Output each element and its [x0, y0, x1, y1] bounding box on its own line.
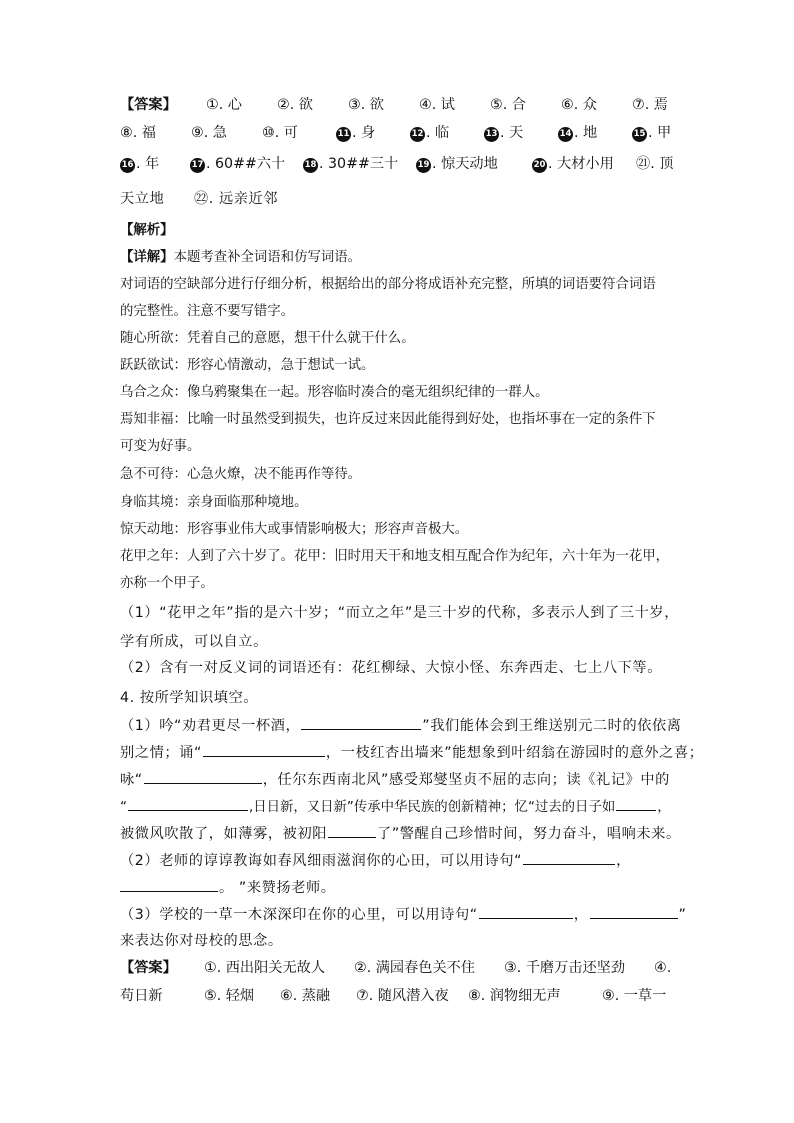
answer-item: 14 . 地: [559, 125, 598, 141]
analysis-line: 亦称一个甲子。: [120, 576, 214, 591]
answer-item: 17 . 60##六十: [191, 156, 286, 172]
answer-item: ⑨. 一草一: [602, 988, 667, 1004]
circled-number-icon: 16: [120, 158, 135, 173]
answer-label: 【答案】: [120, 960, 177, 976]
circled-number-icon: 12: [410, 127, 425, 142]
analysis-line: 可变为好事。: [120, 439, 201, 454]
analysis-line: 急不可待：心急火燎，决不能再作等待。: [120, 467, 362, 482]
question-line: 被微风吹散了，如薄雾，被初阳 了”警醒自己珍惜时间，努力奋斗，唱响未来。: [120, 823, 680, 844]
analysis-line: 跃跃欲试：形容心情激动，急于想试一试。: [120, 358, 375, 373]
answer-item: 19 . 惊天动地: [417, 156, 498, 172]
circled-number-icon: 11: [336, 127, 351, 142]
question-line: 来表达你对母校的思念。: [120, 933, 283, 949]
answer-row-4: 天立地 ㉒. 远亲近邻: [120, 191, 279, 207]
answer-blank[interactable]: [128, 796, 248, 811]
answer-item: ⑧. 福: [120, 125, 156, 141]
answer-item: ㉑. 顶: [636, 156, 674, 172]
answer-item: ②. 满园春色关不住: [354, 960, 476, 976]
answer-blank[interactable]: [120, 877, 218, 892]
question-line: 。 ”来赞扬老师。: [120, 877, 680, 898]
analysis-line: 乌合之众：像乌鸦聚集在一起。形容临时凑合的毫无组织纪律的一群人。: [120, 385, 549, 400]
circled-number-icon: 20: [532, 158, 547, 173]
answer-item: 13 . 天: [485, 125, 524, 141]
answer-item: ⑤. 合: [490, 97, 526, 113]
answer-item: ④. 试: [419, 97, 455, 113]
answer-blank[interactable]: [616, 796, 656, 811]
answer-blank[interactable]: [479, 904, 573, 919]
answer-item: 苟日新: [120, 988, 163, 1004]
answer-item: ①. 心: [206, 97, 242, 113]
answer-item: 11 . 身: [337, 125, 376, 141]
answer-item: ③. 千磨万击还坚劲: [504, 960, 626, 976]
answer-item: ⑩. 可: [262, 125, 298, 141]
circled-number-icon: 18: [303, 158, 318, 173]
circled-number-icon: 19: [416, 158, 431, 173]
question-line: （2）老师的谆谆教诲如春风细雨滋润你的心田，可以用诗句“ ，: [120, 850, 680, 871]
question-line: （1）吟“劝君更尽一杯酒， ”我们能体会到王维送别元二时的依依离: [120, 715, 680, 736]
analysis-label: 【解析】: [120, 223, 174, 238]
question-line: “ ,日日新，又日新”传承中华民族的创新精神；忆“过去的日子如 ，: [120, 796, 680, 818]
answer-blank[interactable]: [203, 742, 325, 757]
answer-item: ⑤. 轻烟: [204, 988, 255, 1004]
analysis-line: 焉知非福：比喻一时虽然受到损失，也许反过来因此能得到好处，也指坏事在一定的条件下: [120, 412, 656, 427]
answer-item: ②. 欲: [277, 97, 313, 113]
answer-blank[interactable]: [523, 850, 615, 865]
answer-item: ③. 欲: [348, 97, 384, 113]
analysis-line: 花甲之年：人到了六十岁了。花甲：旧时用天干和地支相互配合作为纪年，六十年为一花甲，: [120, 549, 670, 564]
analysis-line: （2）含有一对反义词的词语还有：花红柳绿、大惊小怪、东奔西走、七上八下等。: [120, 660, 662, 676]
circled-number-icon: 15: [632, 127, 647, 142]
analysis-line: （1）“花甲之年”指的是六十岁；“而立之年”是三十岁的代称，多表示人到了三十岁，: [120, 605, 679, 621]
circled-number-icon: 14: [558, 127, 573, 142]
answer-item: 18 . 30##三十: [304, 156, 399, 172]
answer-item: 16 . 年: [121, 156, 160, 172]
answer-item: ①. 西出阳关无故人: [204, 960, 326, 976]
detail-line: 【详解】本题考查补全词语和仿写词语。: [120, 250, 362, 265]
analysis-line: 对词语的空缺部分进行仔细分析，根据给出的部分将成语补充完整，所填的词语要符合词语: [120, 277, 656, 292]
answer-item: 20 . 大材小用: [533, 156, 614, 172]
answer-blank[interactable]: [590, 904, 678, 919]
detail-label: 【详解】: [120, 250, 174, 265]
answer-item: ⑦. 随风潜入夜: [356, 988, 449, 1004]
question-line: （3）学校的一草一木深深印在你的心里，可以用诗句“ ， ”: [120, 904, 680, 925]
answer-item: ⑧. 润物细无声: [468, 988, 561, 1004]
answer-label: 【答案】: [120, 97, 177, 113]
answer-item: 15 . 甲: [633, 125, 672, 141]
analysis-line: 学有所成，可以自立。: [120, 634, 268, 650]
answer-blank[interactable]: [144, 769, 262, 784]
question-title: 4. 按所学知识填空。: [120, 690, 259, 706]
analysis-line: 随心所欲：凭着自己的意愿，想干什么就干什么。: [120, 331, 415, 346]
answer-blank[interactable]: [301, 715, 421, 730]
question-line: 咏“ ，任尔东西南北风”感受郑燮坚贞不屈的志向；读《礼记》中的: [120, 769, 680, 790]
analysis-line: 身临其境：亲身面临那种境地。: [120, 495, 308, 510]
answer-item: ⑦. 焉: [632, 97, 668, 113]
answer-item: ⑨. 急: [191, 125, 227, 141]
analysis-line: 的完整性。注意不要写错字。: [120, 304, 295, 319]
answer-item: 12 . 临: [411, 125, 450, 141]
answer-blank[interactable]: [328, 823, 376, 838]
answer-item: ④.: [654, 960, 672, 976]
answer-item: ⑥. 众: [561, 97, 597, 113]
analysis-line: 惊天动地：形容事业伟大或事情影响极大；形容声音极大。: [120, 522, 469, 537]
question-line: 别之情；诵“ ，一枝红杏出墙来”能想象到叶绍翁在游园时的意外之喜；: [120, 742, 680, 763]
circled-number-icon: 13: [484, 127, 499, 142]
answer-item: ⑥. 蒸融: [280, 988, 331, 1004]
circled-number-icon: 17: [190, 158, 205, 173]
